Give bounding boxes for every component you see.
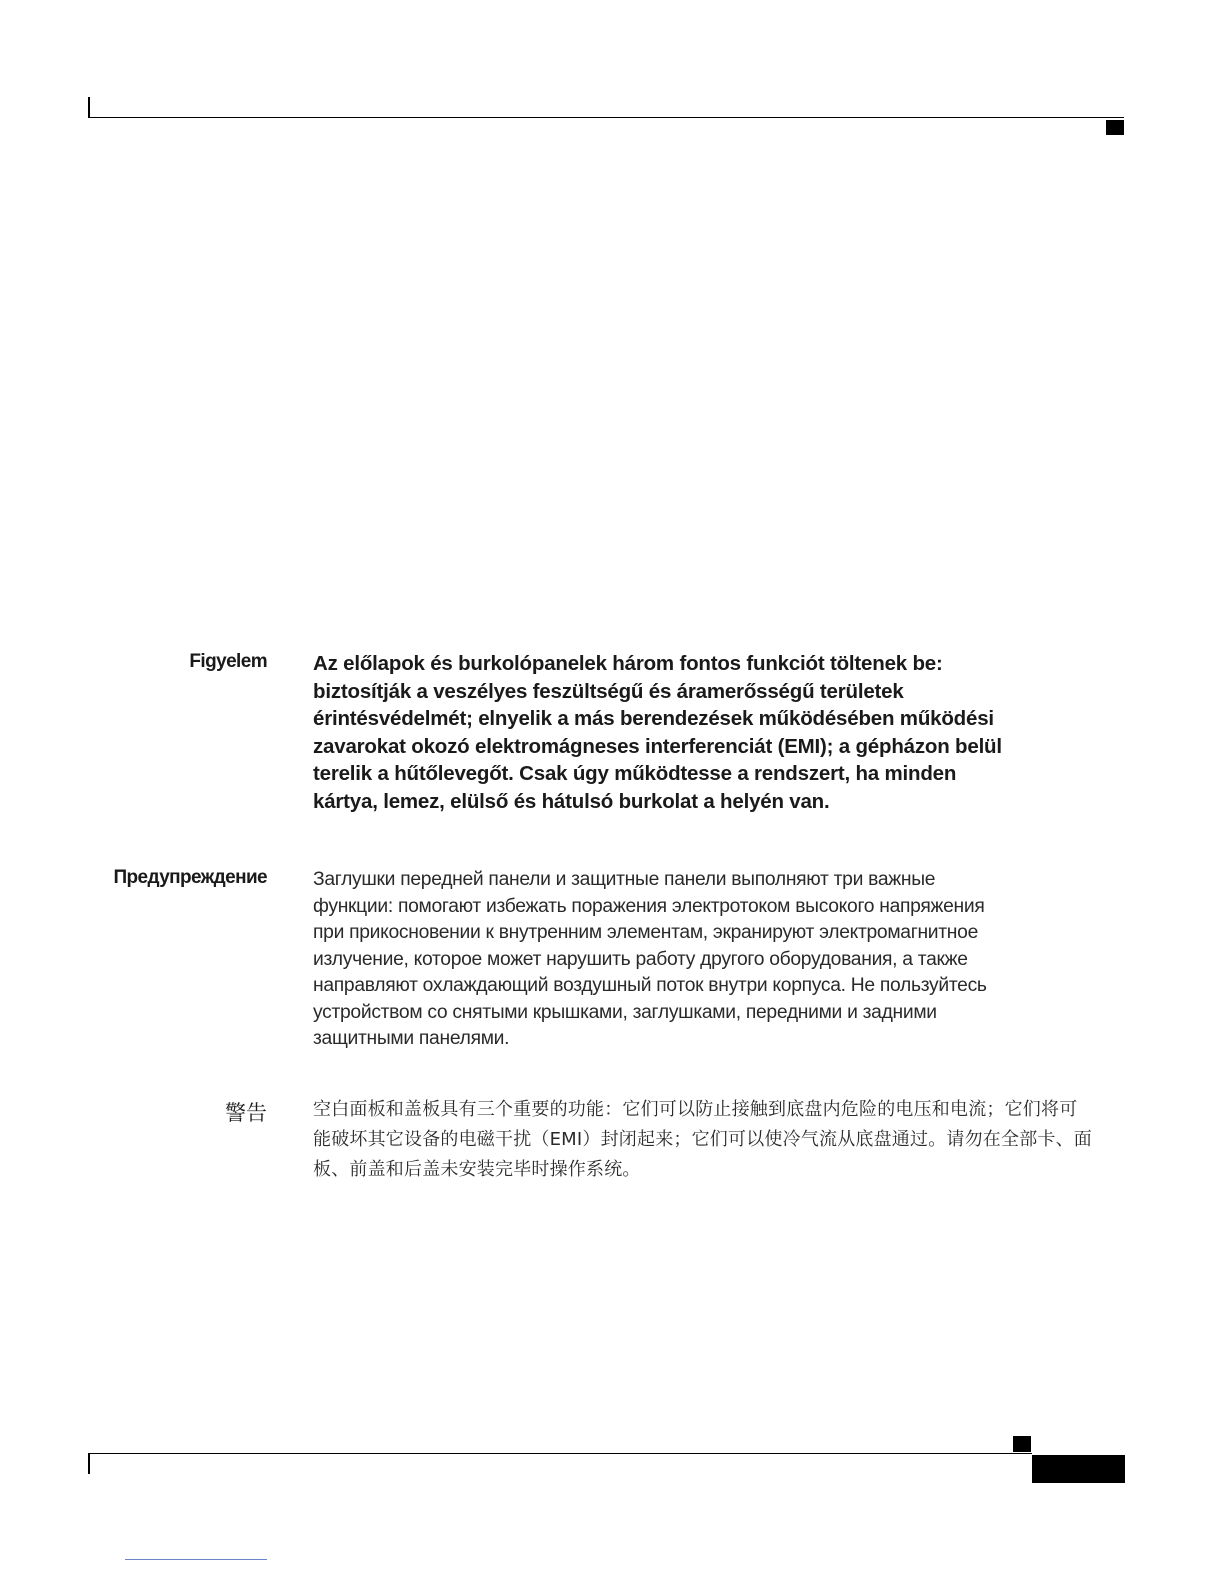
footer-left-tick [88, 1453, 90, 1474]
text-line: направляют охлаждающий воздушный поток внутри корпуса. Не пользуйтесь [313, 975, 987, 996]
text-line: érintésvédelmét; elnyelik a más berendezések működésében működési [313, 707, 994, 730]
text-line: излучение, которое может нарушить работу другого оборудования, а также [313, 948, 968, 970]
text-line: 空白面板和盖板具有三个重要的功能：它们可以防止接触到底盘内危险的电压和电流；它们将可 [313, 1099, 1078, 1120]
text-line: terelik a hűtőlevegőt. Csak úgy működtesse a rendszert, ha minden [313, 762, 957, 785]
text-line: устройством со снятыми крышками, заглушками, передними и задними [313, 1001, 937, 1023]
footer-link-underline[interactable] [125, 1559, 267, 1560]
header-left-tick [88, 97, 90, 118]
warning-label-chinese: 警告 [225, 1101, 267, 1125]
warning-label-russian: Предупреждение [113, 867, 267, 888]
footer-rule [88, 1453, 1032, 1454]
text-line: при прикосновении к внутренним элементам, экранируют электромагнитное [313, 922, 978, 943]
text-line: zavarokat okozó elektromágneses interferenciát (EMI); a gépházon belül [313, 734, 1002, 758]
warning-label-hungarian: Figyelem [189, 651, 267, 672]
text-line: Заглушки передней панели и защитные панели выполняют три важные [313, 869, 936, 890]
warning-text-russian [313, 867, 1113, 1053]
text-line: Az előlapok és burkolópanelek három fontos funkciót töltenek be: [313, 652, 943, 675]
text-line: функции: помогают избежать поражения электротоком высокого напряжения [313, 895, 985, 917]
text-line: 板、前盖和后盖未安装完毕时操作系统。 [313, 1159, 641, 1180]
text-line: защитными панелями. [313, 1028, 510, 1049]
text-line: kártya, lemez, elülső és hátulsó burkolat a helyén van. [313, 789, 830, 813]
footer-page-number-box [1032, 1455, 1125, 1483]
footer-marker-square [1013, 1436, 1031, 1452]
warning-text-hungarian [313, 650, 1113, 815]
text-line: 能破坏其它设备的电磁干扰（EMI）封闭起来；它们可以使冷气流从底盘通过。请勿在全部卡、面 [313, 1129, 1093, 1150]
header-rule [88, 117, 1124, 118]
header-marker-square [1106, 120, 1124, 135]
text-line: biztosítják a veszélyes feszültségű és áramerősségű területek [313, 679, 904, 703]
warning-text-chinese [313, 1095, 1113, 1185]
